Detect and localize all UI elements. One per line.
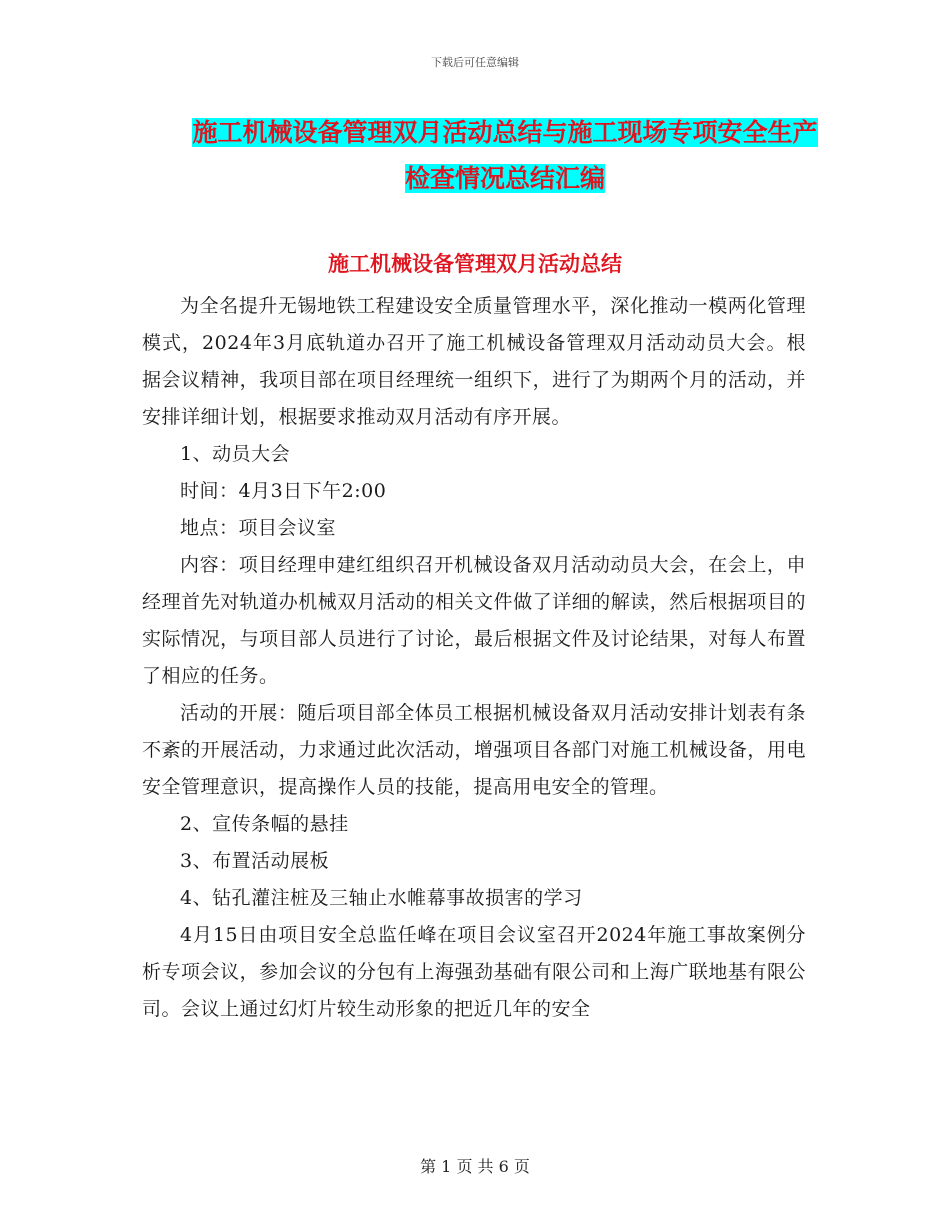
document-title-text: 施工机械设备管理双月活动总结与施工现场专项安全生产检查情况总结汇编: [192, 118, 818, 193]
paragraph: 为全名提升无锡地铁工程建设安全质量管理水平，深化推动一模两化管理模式，2024年3月底轨道办召开了施工机械设备管理双月活动动员大会。根据会议精神，我项目部在项目经理统一组织下，进行了为期两个月的活动，并安排详细计划，根据要求推动双月活动有序开展。: [142, 295, 806, 428]
document-body: [142, 288, 806, 1028]
paragraph: 4、钻孔灌注桩及三轴止水帷幕事故损害的学习: [180, 887, 583, 909]
paragraph: 内容：项目经理申建红组织召开机械设备双月活动动员大会，在会上，申经理首先对轨道办机械双月活动的相关文件做了详细的解读，然后根据项目的实际情况，与项目部人员进行了讨论，最后根据文件及讨论结果，对每人布置了相应的任务。: [142, 554, 806, 687]
paragraph: 地点：项目会议室: [180, 517, 337, 539]
section-title: 施工机械设备管理双月活动总结: [328, 252, 622, 276]
paragraph: 1、动员大会: [180, 443, 291, 465]
document-title: [190, 110, 820, 202]
page-number: 第 1 页 共 6 页: [420, 1157, 530, 1176]
paragraph: 3、布置活动展板: [180, 850, 330, 872]
page-header: 下载后可任意编辑: [431, 56, 519, 69]
paragraph: 活动的开展：随后项目部全体员工根据机械设备双月活动安排计划表有条不紊的开展活动，力求通过此次活动，增强项目各部门对施工机械设备，用电安全管理意识，提高操作人员的技能，提高用电安全的管理。: [142, 702, 806, 798]
paragraph: 时间：4月3日下午2:00: [180, 480, 387, 502]
paragraph: 2、宣传条幅的悬挂: [180, 813, 349, 835]
paragraph: 4月15日由项目安全总监任峰在项目会议室召开2024年施工事故案例分析专项会议，参加会议的分包有上海强劲基础有限公司和上海广联地基有限公司。会议上通过幻灯片较生动形象的把近几年的安全: [142, 924, 806, 1020]
